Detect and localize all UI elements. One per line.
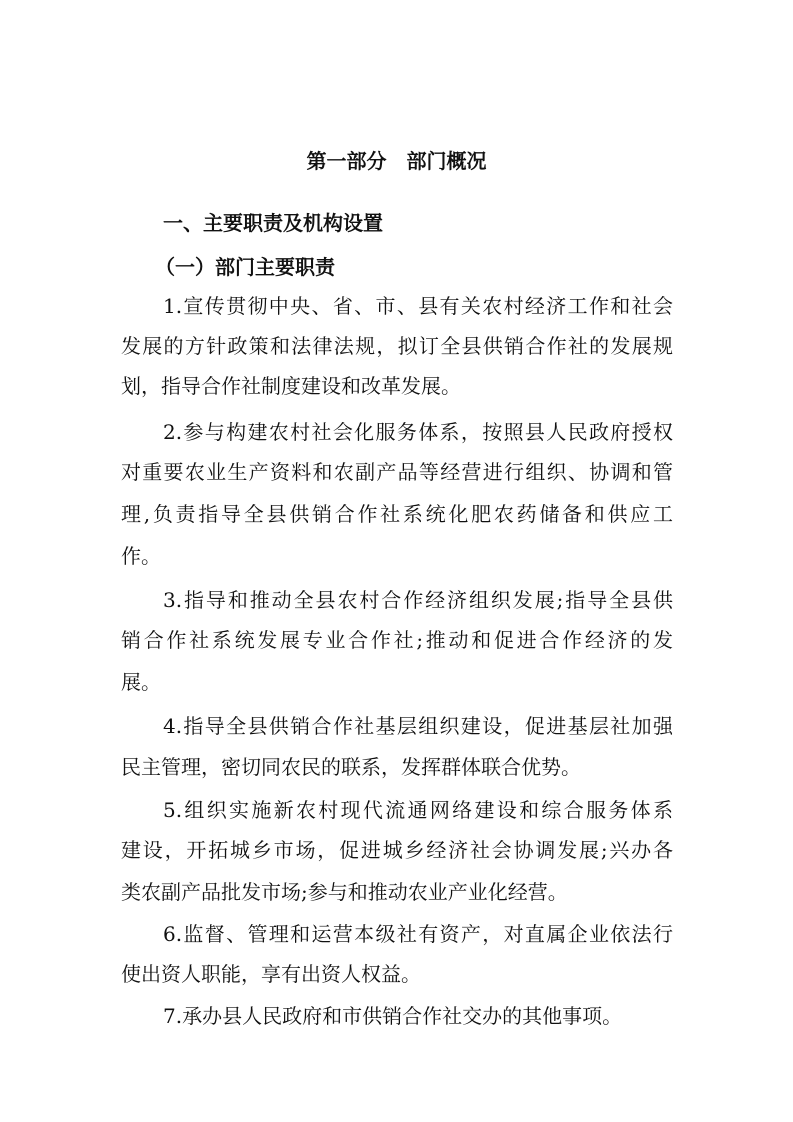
- duty-2-line-1: 2.参与构建农村社会化服务体系，按照县人民政府授权: [163, 420, 673, 444]
- duty-5-line-1: 5.组织实施新农村现代流通网络建设和综合服务体系: [163, 798, 673, 822]
- duty-3-line-1: 3.指导和推动全县农村合作经济组织发展;指导全县供: [163, 588, 673, 612]
- duty-6-line-1: 6.监督、管理和运营本级社有资产，对直属企业依法行: [163, 922, 673, 946]
- duty-5-line-2: 建设，开拓城乡市场，促进城乡经济社会协调发展;兴办各: [121, 838, 673, 862]
- part-title: 第一部分 部门概况: [306, 149, 487, 173]
- duty-2-line-3: 理,负责指导全县供销合作社系统化肥农药储备和供应工: [121, 502, 673, 526]
- duty-1-line-1: 1.宣传贯彻中央、省、市、县有关农村经济工作和社会: [163, 294, 673, 318]
- duty-1-line-2: 发展的方针政策和法律法规，拟订全县供销合作社的发展规: [121, 334, 673, 358]
- duty-3-line-3: 展。: [121, 670, 161, 694]
- duty-4-line-1: 4.指导全县供销合作社基层组织建设，促进基层社加强: [163, 714, 673, 738]
- duty-5-line-3: 类农副产品批发市场;参与和推动农业产业化经营。: [121, 880, 568, 904]
- subsection-heading: （一）部门主要职责: [155, 255, 335, 279]
- duty-2-line-2: 对重要农业生产资料和农副产品等经营进行组织、协调和管: [121, 460, 673, 484]
- section-heading: 一、主要职责及机构设置: [163, 211, 383, 235]
- duty-1-line-3: 划，指导合作社制度建设和改革发展。: [121, 374, 461, 398]
- duty-2-line-4: 作。: [121, 544, 161, 568]
- duty-7-line-1: 7.承办县人民政府和市供销合作社交办的其他事项。: [163, 1004, 623, 1028]
- duty-3-line-2: 销合作社系统发展专业合作社;推动和促进合作经济的发: [121, 628, 673, 652]
- duty-6-line-2: 使出资人职能，享有出资人权益。: [121, 962, 421, 986]
- duty-4-line-2: 民主管理，密切同农民的联系，发挥群体联合优势。: [121, 755, 581, 779]
